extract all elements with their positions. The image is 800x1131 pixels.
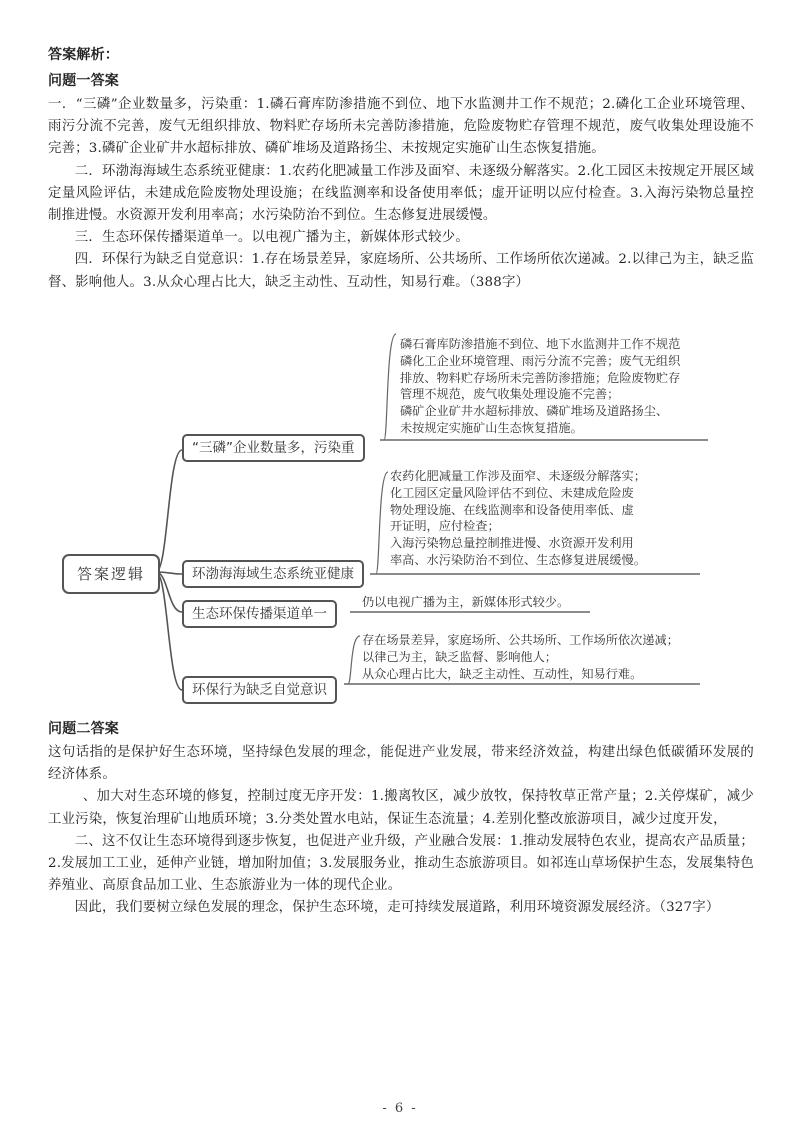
- note-line: 率高、水污染防治不到位、生态修复进展缓慢。: [390, 552, 646, 567]
- connector-branch-4: [156, 572, 182, 690]
- mindmap-branch-3: 生态环保传播渠道单一: [182, 600, 337, 628]
- q1-paragraph-3: 三．生态环保传播渠道单一。以电视广播为主，新媒体形式较少。: [74, 230, 469, 246]
- bracket-branch-2: [376, 472, 388, 574]
- mindmap-notes-branch-3: [362, 594, 569, 611]
- q2-paragraph-4: 因此，我们要树立绿色发展的理念，保护生态环境，走可持续发展道路，利用环境资源发展经济。（327字）: [74, 900, 720, 916]
- mindmap-notes-branch-4: [362, 632, 679, 682]
- note-line: 从众心理占比大，缺乏主动性、互动性，知易行难。: [362, 666, 643, 681]
- mindmap-root: 答案逻辑: [62, 554, 160, 594]
- q1-paragraph-4: 四．环保行为缺乏自觉意识：1.存在场景差异，家庭场所、公共场所、工作场所依次递减。2.以律己为主，缺乏监督、影响他人。3.从众心理占比大，缺乏主动性、互动性，知易行难。（388字）: [48, 252, 754, 290]
- note-line: 磷化工企业环境管理、雨污分流不完善；废气无组织: [400, 353, 681, 368]
- note-line: 农药化肥减量工作涉及面窄、未逐级分解落实；: [390, 469, 646, 483]
- q2-answer-body: [48, 742, 754, 920]
- note-line: 管理不规范，废气收集处理设施不完善；: [400, 387, 620, 402]
- mindmap-notes-branch-1: [400, 336, 680, 437]
- note-line: 开证明，应付检查；: [390, 519, 500, 534]
- bracket-branch-1: [384, 334, 396, 440]
- answer-analysis-heading: 答案解析：: [48, 47, 119, 63]
- note-line: 化工园区定量风险评估不到位、未建成危险废: [390, 485, 634, 500]
- note-line: 磷石膏库防渗措施不到位、地下水监测井工作不规范: [400, 337, 681, 351]
- bracket-branch-4: [348, 636, 360, 684]
- note-line: 磷矿企业矿井水超标排放、磷矿堆场及道路扬尘、: [400, 404, 669, 419]
- q2-paragraph-3: 二、这不仅让生态环境得到逐步恢复，也促进产业升级，产业融合发展：1.推动发展特色农业，提高农产品质量；2.发展加工工业，延伸产业链，增加附加值；3.发展服务业，推动生态旅游项目。如祁连山草场保护生态，发展集特色养殖业、高原食品加工业、生态旅游业为一体的现代企业。: [48, 833, 754, 894]
- q1-paragraph-2: 二．环渤海海域生态系统亚健康：1.农药化肥减量工作涉及面窄、未逐级分解落实。2.化工园区未按规定开展区域定量风险评估，未建成危险废物处理设施；在线监测率和设备使用率低；虚开证明以应付检查。3.入海污染物总量控制推进慢。水资源开发利用率高；水污染防治不到位。生态修复进展缓慢。: [48, 163, 754, 224]
- note-line: 物处理设施、在线监测率和设备使用率低、虚: [390, 502, 634, 517]
- note-line: 仍以电视广播为主，新媒体形式较少。: [362, 595, 570, 609]
- mindmap-branch-4: 环保行为缺乏自觉意识: [182, 676, 337, 704]
- note-line: 存在场景差异，家庭场所、公共场所、工作场所依次递减；: [362, 633, 679, 647]
- q1-heading: 问题一答案: [48, 73, 119, 89]
- mindmap-branch-1: “三磷”企业数量多，污染重: [182, 434, 365, 462]
- q2-paragraph-1: 这句话指的是保护好生态环境，坚持绿色发展的理念，能促进产业发展，带来经济效益，构建出绿色低碳循环发展的经济体系。: [48, 745, 754, 783]
- note-line: 以律己为主，缺乏监督、影响他人；: [362, 649, 557, 664]
- note-line: 排放、物料贮存场所未完善防渗措施；危险废物贮存: [400, 370, 681, 385]
- mindmap-notes-branch-2: [390, 468, 646, 569]
- page-number: - 6 -: [382, 1101, 418, 1116]
- note-line: 未按规定实施矿山生态恢复措施。: [400, 420, 583, 435]
- note-line: 入海污染物总量控制推进慢、水资源开发利用: [390, 536, 634, 551]
- q1-answer-body: [48, 94, 754, 294]
- mindmap-branch-2: 环渤海海域生态系统亚健康: [182, 560, 364, 588]
- q2-paragraph-2: 、加大对生态环境的修复，控制过度无序开发：1.搬离牧区，减少放牧，保持牧草正常产量；2.关停煤矿，减少工业污染，恢复治理矿山地质环境；3.分类处置水电站，保证生态流量；4.差别化整改旅游项目，减少过度开发，: [48, 789, 754, 827]
- connector-branch-1: [156, 450, 182, 572]
- q1-paragraph-1: 一．“三磷”企业数量多，污染重：1.磷石膏库防渗措施不到位、地下水监测井工作不规范；2.磷化工企业环境管理、雨污分流不完善，废气无组织排放、物料贮存场所未完善防渗措施，危险废物贮存管理不规范，废气收集处理设施不完善；3.磷矿企业矿井水超标排放、磷矿堆场及道路扬尘、未按规定实施矿山生态恢复措施。: [48, 97, 754, 157]
- answer-logic-mindmap: [0, 322, 800, 712]
- q2-heading: 问题二答案: [48, 721, 119, 737]
